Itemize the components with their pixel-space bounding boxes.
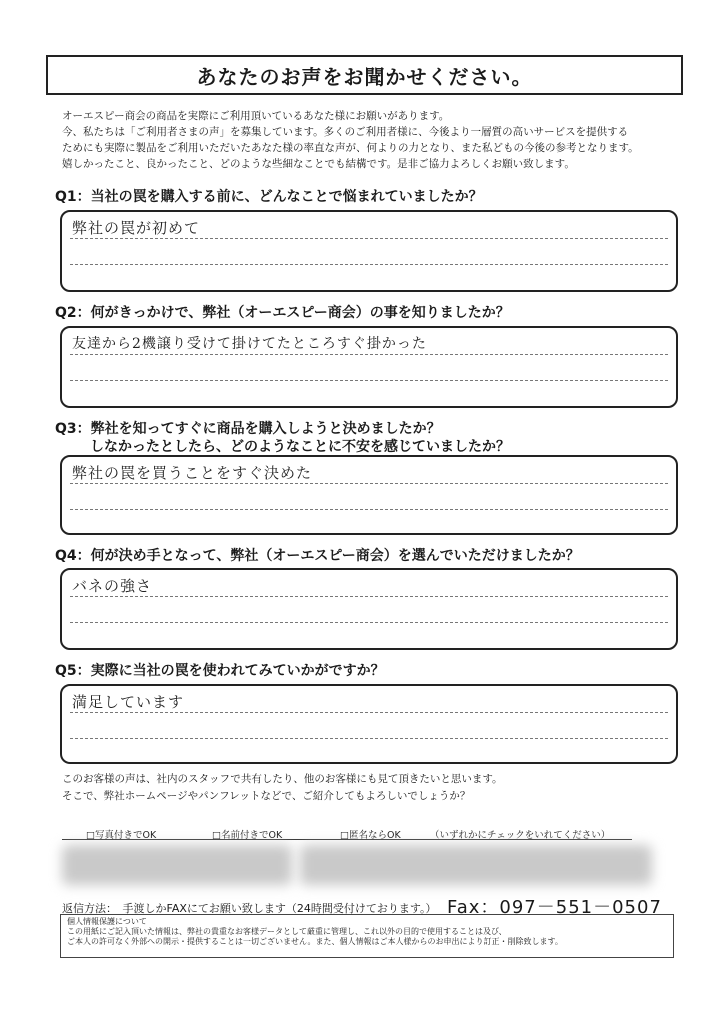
answer-rule bbox=[70, 712, 668, 713]
question-3-label-line2: しなかったとしたら、どのようなことに不安を感じていましたか？ bbox=[90, 439, 510, 455]
intro-line: ためにも実際に製品をご利用いただいたあなた様の率直な声が、何よりの力となり、また私どもの今後の参考となります。 bbox=[62, 142, 639, 154]
return-method: 返信方法： 手渡しかFAXにてお願い致します（24時間受付けております。） bbox=[62, 902, 437, 915]
answer-rule bbox=[70, 238, 668, 239]
answer-rule bbox=[70, 264, 668, 265]
answer-rule bbox=[70, 354, 668, 355]
answer-rule bbox=[70, 622, 668, 623]
answer-3-text: 弊社の罠を買うことをすぐ決めた bbox=[72, 464, 313, 482]
consent-text-line: そこで、弊社ホームページやパンフレットなどで、ご紹介してもよろしいでしょうか？ bbox=[62, 790, 471, 802]
consent-options bbox=[62, 827, 632, 840]
fax-number: Fax：097－551－0507 bbox=[447, 897, 662, 918]
question-4-label: Q4：何が決め手となって、弊社（オーエスピー商会）を選んでいただけましたか？ bbox=[55, 548, 580, 564]
redacted-address-field bbox=[300, 845, 652, 885]
checkbox-anonymous-ok[interactable]: □匿名ならOK bbox=[340, 830, 401, 841]
answer-5-text: 満足しています bbox=[72, 693, 185, 711]
answer-4-text: バネの強さ bbox=[72, 577, 153, 595]
checkbox-name-ok[interactable]: □名前付きでOK bbox=[212, 830, 283, 841]
answer-box-1[interactable] bbox=[60, 210, 678, 292]
question-3-label: Q3：弊社を知ってすぐに商品を購入しようと決めましたか？ bbox=[55, 421, 441, 437]
question-5-label: Q5：実際に当社の罠を使われてみていかがですか？ bbox=[55, 663, 385, 679]
redacted-name-field bbox=[62, 845, 292, 885]
privacy-line: ご本人の許可なく外部への開示・提供することは一切ございません。また、個人情報はご本人様からのお申出により訂正・削除致します。 bbox=[67, 937, 563, 946]
intro-line: 嬉しかったこと、良かったこと、どのような些細なことでも結構です。是非ご協力よろしくお願い致します。 bbox=[62, 158, 575, 170]
intro-line: オーエスピー商会の商品を実際にご利用頂いているあなた様にお願いがあります。 bbox=[62, 110, 450, 122]
consent-text-line: このお客様の声は、社内のスタッフで共有したり、他のお客様にも見て頂きたいと思います。 bbox=[62, 773, 503, 785]
answer-rule bbox=[70, 380, 668, 381]
privacy-line: 個人情報保護について bbox=[67, 917, 147, 926]
answer-box-2[interactable] bbox=[60, 326, 678, 408]
options-note: （いずれかにチェックをいれてください） bbox=[430, 830, 611, 841]
answer-rule bbox=[70, 509, 668, 510]
checkbox-photo-ok[interactable]: □写真付きでOK bbox=[86, 830, 157, 841]
privacy-notice bbox=[60, 914, 674, 958]
question-2-label: Q2：何がきっかけで、弊社（オーエスピー商会）の事を知りましたか？ bbox=[55, 305, 510, 321]
answer-rule bbox=[70, 596, 668, 597]
page-title: あなたのお声をお聞かせください。 bbox=[46, 55, 683, 95]
answer-box-3[interactable] bbox=[60, 455, 678, 535]
answer-rule bbox=[70, 483, 668, 484]
answer-box-4[interactable] bbox=[60, 568, 678, 650]
intro-text bbox=[62, 108, 672, 172]
answer-rule bbox=[70, 738, 668, 739]
intro-line: 今、私たちは「ご利用者さまの声」を募集しています。多くのご利用者様に、今後より一層質の高いサービスを提供する bbox=[62, 126, 629, 138]
answer-1-text: 弊社の罠が初めて bbox=[72, 219, 201, 237]
privacy-line: この用紙にご記入頂いた情報は、弊社の貴重なお客様データとして厳重に管理し、これ以外の目的で使用することは及び、 bbox=[67, 927, 507, 936]
question-1-label: Q1：当社の罠を購入する前に、どんなことで悩まれていましたか？ bbox=[55, 189, 483, 205]
answer-2-text: 友達から2機譲り受けて掛けてたところすぐ掛かった bbox=[72, 336, 427, 352]
answer-box-5[interactable] bbox=[60, 684, 678, 764]
